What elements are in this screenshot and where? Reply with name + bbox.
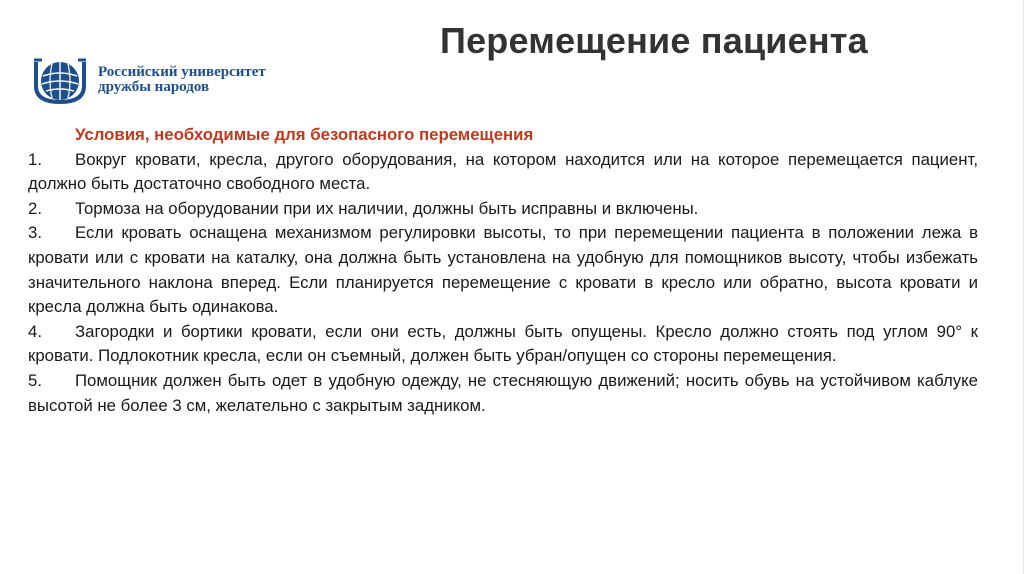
list-item-number: 5.: [28, 370, 42, 390]
slide-content: [28, 123, 978, 418]
list-item-text: Если кровать оснащена механизмом регулировки высоты, то при перемещении пациента в положении лежа в кровати или с кровати на каталку, она должна быть установлена на удобную для помощников высоту, чтобы избежать значительного наклона вперед. Если планируется перемещение с кровати в кресло или обратно, высота кровати и кресла должна быть одинакова.: [28, 223, 978, 317]
list-item: [28, 320, 978, 369]
list-item-text: Тормоза на оборудовании при их наличии, должны быть исправны и включены.: [75, 198, 699, 218]
list-item: [28, 369, 978, 418]
list-item-number: 3.: [28, 223, 42, 243]
list-item-number: 4.: [28, 321, 42, 341]
list-item-text: Загородки и бортики кровати, если они есть, должны быть опущены. Кресло должно стоять под углом 90° к кровати. Подлокотник кресла, если он съемный, должен быть убран/опущен со стороны перемещения.: [28, 321, 978, 366]
university-name: [98, 65, 266, 95]
list-item-number: 2.: [28, 198, 42, 218]
list-item-text: Вокруг кровати, кресла, другого оборудования, на котором находится или на которое перемещается пациент, должно быть достаточно свободного места.: [28, 149, 978, 194]
list-item: [28, 197, 978, 222]
university-logo: [34, 56, 266, 104]
list-item: [28, 148, 978, 197]
university-name-line1: Российский университет: [98, 64, 266, 80]
university-name-line2: дружбы народов: [98, 79, 210, 95]
university-emblem-icon: [34, 56, 90, 104]
list-item: [28, 221, 978, 319]
slide-title: Перемещение пациента: [440, 20, 868, 61]
section-heading: Условия, необходимые для безопасного перемещения: [75, 125, 534, 144]
list-item-text: Помощник должен быть одет в удобную одежду, не стесняющую движений; носить обувь на устойчивом каблуке высотой не более 3 см, желательно с закрытым задником.: [28, 370, 978, 415]
list-item-number: 1.: [28, 149, 42, 169]
